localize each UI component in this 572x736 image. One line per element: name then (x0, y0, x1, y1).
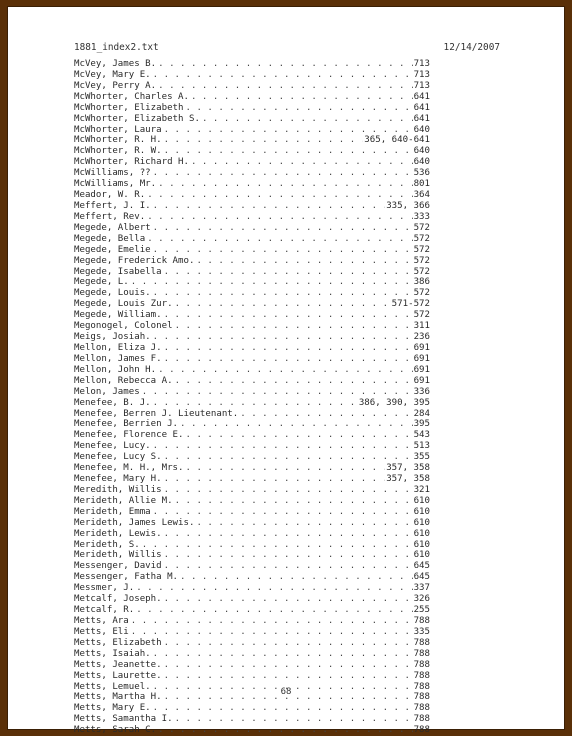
dot-leader (147, 212, 412, 223)
entry-name: Megede, Louis Zur. (74, 299, 173, 310)
entry-name: Meador, W. R. (74, 190, 146, 201)
index-entry (74, 419, 430, 430)
dot-leader (164, 550, 413, 561)
entry-pages: 788 (413, 670, 430, 681)
entry-pages: 335 (413, 626, 430, 637)
dot-leader (164, 267, 413, 278)
dot-leader (153, 70, 413, 81)
entry-name: Metts, Lemuel. (74, 681, 151, 692)
index-entry (74, 146, 430, 157)
entry-name: McWhorter, Richard H. (74, 157, 189, 168)
dot-leader (147, 234, 412, 245)
entry-pages: 610 (413, 539, 430, 550)
entry-name: McVey, James B. (74, 59, 157, 69)
dot-leader (191, 157, 413, 168)
dot-leader (153, 332, 413, 343)
index-entry (74, 310, 430, 321)
dot-leader (153, 507, 413, 518)
dot-leader (158, 725, 412, 736)
dot-leader (153, 441, 413, 452)
entry-pages: 641 (413, 91, 430, 102)
dot-leader (131, 616, 413, 627)
entry-name: Metts, Martha H. (74, 692, 162, 703)
dot-leader (153, 703, 413, 714)
entry-name: Messenger, David (74, 561, 162, 572)
entry-name: Menefee, Mary H. (74, 474, 162, 485)
dot-leader (164, 561, 413, 572)
entry-name: McWhorter, R. W. (74, 146, 162, 157)
index-entry (74, 398, 430, 409)
entry-name: Merideth, James Lewis. (74, 517, 195, 528)
entry-name: Megonogel, Colonel (74, 321, 173, 332)
entry-name: Menefee, M. H., Mrs. (74, 463, 184, 474)
entry-pages: 788 (413, 681, 430, 692)
index-entry (74, 529, 430, 540)
entry-pages: 284 (413, 408, 430, 419)
dot-leader (158, 59, 412, 70)
entry-pages: 355 (413, 452, 430, 463)
index-entry (74, 430, 430, 441)
entry-name: Mellon, Eliza J. (74, 342, 162, 353)
entry-name: Merideth, Emma (74, 506, 151, 517)
entry-name: Meigs, Josiah. (74, 332, 151, 343)
dot-leader (175, 496, 413, 507)
index-entry (74, 114, 430, 125)
dot-leader (158, 81, 412, 92)
entry-pages: 321 (413, 484, 430, 495)
entry-name: Merideth, Allie M. (74, 495, 173, 506)
index-entry (74, 572, 430, 583)
dot-leader (158, 179, 412, 190)
index-entry (74, 616, 430, 627)
dot-leader (164, 125, 413, 136)
entry-name: Metts, Ara (74, 616, 129, 627)
index-entry (74, 157, 430, 168)
entry-name: Messmer, J. (74, 583, 135, 594)
entry-pages: 713 (413, 59, 430, 69)
dot-leader (164, 485, 413, 496)
index-entry (74, 409, 430, 420)
entry-pages: 788 (413, 616, 430, 627)
index-entry (74, 671, 430, 682)
entry-pages: 610 (413, 495, 430, 506)
index-entry (74, 387, 430, 398)
entry-name: Mellon, John H. (74, 364, 157, 375)
dot-leader (164, 452, 413, 463)
document-page (7, 6, 565, 736)
index-entry (74, 703, 430, 714)
index-entry (74, 201, 430, 212)
entry-name: Meffert, J. I. (74, 200, 151, 211)
index-entry (74, 594, 430, 605)
entry-name: Metts, Eli (74, 626, 129, 637)
entry-pages: 337 (413, 583, 430, 594)
dot-leader (158, 365, 412, 376)
entry-name: Meffert, Rev. (74, 211, 146, 222)
entry-pages: 788 (413, 714, 430, 725)
dot-leader (153, 245, 413, 256)
entry-pages: 357, 358 (386, 463, 430, 474)
entry-pages: 572 (413, 255, 430, 266)
dot-leader (175, 321, 413, 332)
entry-pages: 386 (413, 277, 430, 288)
dot-leader (164, 310, 413, 321)
index-entry (74, 496, 430, 507)
page-number: 68 (280, 687, 292, 697)
entry-pages: 713 (413, 80, 430, 91)
dot-leader (191, 92, 413, 103)
entry-pages: 255 (413, 605, 430, 616)
entry-name: Messenger, Fatha M. (74, 572, 179, 583)
entry-name: Metts, Mary E. (74, 703, 151, 714)
dot-leader (142, 387, 413, 398)
index-entry (74, 550, 430, 561)
entry-name: Metcalf, R. (74, 605, 135, 616)
index-entry (74, 474, 430, 485)
entry-name: McWilliams, ?? (74, 168, 151, 179)
index-entry (74, 256, 430, 267)
index-entry (74, 354, 430, 365)
dot-leader (153, 649, 413, 660)
entry-pages: 641 (413, 113, 430, 124)
entry-name: Mellon, Rebecca A. (74, 375, 173, 386)
entry-name: Mellon, James F. (74, 353, 162, 364)
entry-pages: 641 (413, 102, 430, 113)
entry-pages: 640 (413, 124, 430, 135)
index-entry (74, 81, 430, 92)
dot-leader (164, 354, 413, 365)
page-header (74, 42, 500, 54)
entry-pages: 691 (413, 364, 430, 375)
dot-leader (180, 419, 413, 430)
entry-pages: 513 (413, 441, 430, 452)
index-entry (74, 583, 430, 594)
entry-pages: 640 (413, 146, 430, 157)
entry-pages: 691 (413, 353, 430, 364)
dot-leader (175, 376, 413, 387)
dot-leader (153, 288, 413, 299)
entry-name: Megede, Louis. (74, 288, 151, 299)
dot-leader (164, 474, 386, 485)
index-entry (74, 321, 430, 332)
dot-leader (153, 201, 386, 212)
entry-pages: 336 (413, 386, 430, 397)
entry-name: Merideth, Lewis. (74, 528, 162, 539)
index-entry (74, 376, 430, 387)
index-entry (74, 605, 430, 616)
dot-leader (153, 168, 413, 179)
entry-pages: 311 (413, 321, 430, 332)
index-entry (74, 92, 430, 103)
entry-name: Megede, William. (74, 310, 162, 321)
index-entry (74, 343, 430, 354)
entry-name: McVey, Perry A. (74, 80, 157, 91)
entry-pages: 572 (413, 222, 430, 233)
entry-pages: 640 (413, 157, 430, 168)
index-entry (74, 332, 430, 343)
entry-pages: 333 (413, 211, 430, 222)
index-entry (74, 135, 430, 146)
entry-pages: 572 (413, 288, 430, 299)
dot-leader (153, 398, 358, 409)
entry-name: Menefee, Berren J. Lieutenant. (74, 408, 239, 419)
entry-pages: 571-572 (391, 299, 430, 310)
index-list (74, 59, 430, 736)
index-entry (74, 190, 430, 201)
dot-leader (164, 135, 364, 146)
entry-name: Metts, Isaiah. (74, 648, 151, 659)
index-entry (74, 70, 430, 81)
index-entry (74, 638, 430, 649)
dot-leader (131, 627, 413, 638)
entry-name: Megede, Albert (74, 222, 151, 233)
index-entry (74, 441, 430, 452)
index-entry (74, 714, 430, 725)
index-entry (74, 59, 430, 70)
index-entry (74, 299, 430, 310)
entry-pages: 788 (413, 703, 430, 714)
entry-pages: 357, 358 (386, 474, 430, 485)
dot-leader (196, 518, 412, 529)
entry-name: Megede, Isabella (74, 266, 162, 277)
entry-pages: 788 (413, 637, 430, 648)
entry-pages: 788 (413, 648, 430, 659)
entry-name: McWhorter, Charles A. (74, 91, 189, 102)
index-entry (74, 168, 430, 179)
dot-leader (164, 671, 413, 682)
entry-pages: 543 (413, 430, 430, 441)
dot-leader (180, 572, 413, 583)
entry-name: Merideth, Willis (74, 550, 162, 561)
entry-pages: 572 (413, 244, 430, 255)
index-entry (74, 125, 430, 136)
entry-pages: 572 (413, 310, 430, 321)
dot-leader (142, 540, 413, 551)
entry-pages: 713 (413, 69, 430, 80)
entry-pages: 645 (413, 561, 430, 572)
entry-name: Megede, Emelie (74, 244, 151, 255)
entry-pages: 788 (413, 725, 430, 736)
entry-pages: 365, 640-641 (364, 135, 430, 146)
dot-leader (186, 103, 413, 114)
entry-pages: 645 (413, 572, 430, 583)
entry-name: Megede, L. (74, 277, 129, 288)
entry-pages: 236 (413, 332, 430, 343)
entry-pages: 788 (413, 692, 430, 703)
dot-leader (164, 343, 413, 354)
entry-name: McWhorter, Laura (74, 124, 162, 135)
dot-leader (186, 463, 386, 474)
index-entry (74, 660, 430, 671)
entry-pages: 364 (413, 190, 430, 201)
entry-name: Metts, Samantha I. (74, 714, 173, 725)
entry-name: Menefee, Lucy S. (74, 452, 162, 463)
index-entry (74, 365, 430, 376)
index-entry (74, 245, 430, 256)
index-entry (74, 212, 430, 223)
entry-name: Melon, James (74, 386, 140, 397)
dot-leader (136, 583, 412, 594)
entry-pages: 788 (413, 659, 430, 670)
entry-name: Metts, Jeanette. (74, 659, 162, 670)
entry-pages: 572 (413, 233, 430, 244)
entry-pages: 610 (413, 550, 430, 561)
index-entry (74, 277, 430, 288)
entry-name: Megede, Bella (74, 233, 146, 244)
entry-name: Menefee, B. J. (74, 397, 151, 408)
index-entry (74, 561, 430, 572)
entry-name: Megede, Frederick Amo. (74, 255, 195, 266)
entry-name: Menefee, Lucy. (74, 441, 151, 452)
entry-name: McWhorter, Elizabeth S. (74, 113, 200, 124)
dot-leader (136, 605, 412, 616)
index-entry (74, 518, 430, 529)
entry-name: McVey, Mary E. (74, 69, 151, 80)
dot-leader (186, 430, 413, 441)
entry-name: McWilliams, Mr. (74, 179, 157, 190)
entry-pages: 536 (413, 168, 430, 179)
dot-leader (240, 409, 412, 420)
entry-name: Metts, Sarah C. (74, 725, 157, 736)
index-entry (74, 485, 430, 496)
entry-name: Metcalf, Joseph. (74, 594, 162, 605)
entry-name: Menefee, Berrien J. (74, 419, 179, 430)
entry-name: Merideth, S. (74, 539, 140, 550)
dot-leader (196, 256, 412, 267)
entry-pages: 572 (413, 266, 430, 277)
entry-pages: 610 (413, 528, 430, 539)
index-entry (74, 507, 430, 518)
entry-pages: 326 (413, 594, 430, 605)
entry-pages: 801 (413, 179, 430, 190)
dot-leader (164, 146, 413, 157)
dot-leader (175, 299, 391, 310)
index-entry (74, 725, 430, 736)
entry-name: Metts, Laurette. (74, 670, 162, 681)
index-entry (74, 179, 430, 190)
dot-leader (164, 594, 413, 605)
entry-name: McWhorter, R. H. (74, 135, 162, 146)
index-entry (74, 234, 430, 245)
entry-pages: 610 (413, 517, 430, 528)
index-entry (74, 223, 430, 234)
entry-name: McWhorter, Elizabeth (74, 102, 184, 113)
dot-leader (153, 223, 413, 234)
index-entry (74, 627, 430, 638)
dot-leader (147, 190, 412, 201)
dot-leader (164, 638, 413, 649)
print-date: 12/14/2007 (443, 42, 500, 53)
dot-leader (164, 660, 413, 671)
index-entry (74, 540, 430, 551)
index-entry (74, 103, 430, 114)
index-entry (74, 452, 430, 463)
entry-name: Meredith, Willis (74, 484, 162, 495)
dot-leader (202, 114, 413, 125)
entry-name: Metts, Elizabeth (74, 637, 162, 648)
dot-leader (131, 277, 413, 288)
entry-pages: 610 (413, 506, 430, 517)
entry-pages: 691 (413, 342, 430, 353)
dot-leader (175, 714, 413, 725)
file-name: 1881_index2.txt (74, 42, 159, 53)
index-entry (74, 463, 430, 474)
entry-name: Menefee, Florence E. (74, 430, 184, 441)
index-entry (74, 649, 430, 660)
dot-leader (164, 529, 413, 540)
entry-pages: 691 (413, 375, 430, 386)
entry-pages: 395 (413, 419, 430, 430)
index-entry (74, 288, 430, 299)
entry-pages: 386, 390, 395 (358, 397, 430, 408)
entry-pages: 335, 366 (386, 200, 430, 211)
index-entry (74, 267, 430, 278)
